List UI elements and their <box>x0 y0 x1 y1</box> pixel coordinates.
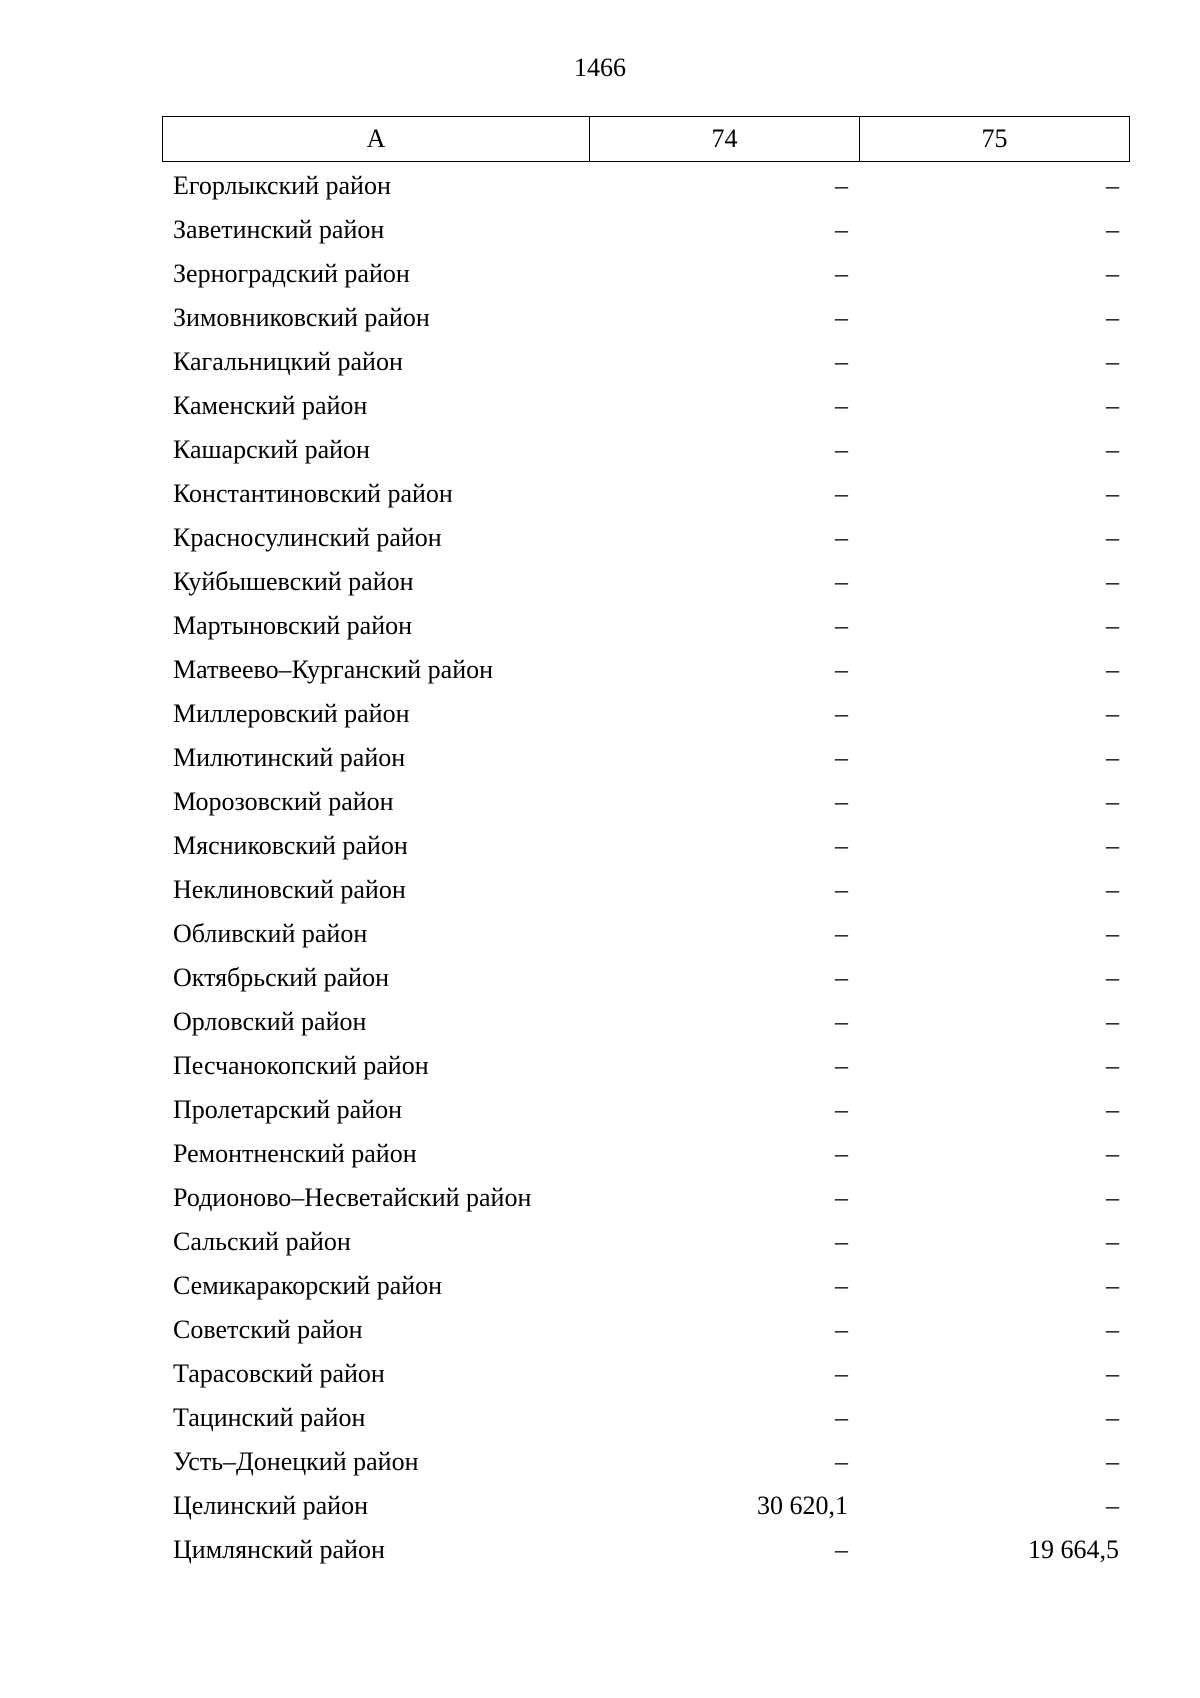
district-name: Песчанокопский район <box>173 1051 429 1080</box>
district-name: Октябрьский район <box>173 963 389 992</box>
table-row <box>162 516 1130 560</box>
table-row <box>162 912 1130 956</box>
table-row <box>162 252 1130 296</box>
value-col-75: – <box>1106 1315 1119 1344</box>
value-col-75: – <box>1106 1051 1119 1080</box>
value-col-74: – <box>835 1051 848 1080</box>
value-col-74: – <box>835 479 848 508</box>
value-col-74: – <box>835 1403 848 1432</box>
district-name: Цимлянский район <box>173 1535 385 1564</box>
table-row <box>162 208 1130 252</box>
table-row <box>162 384 1130 428</box>
district-name: Усть–Донецкий район <box>173 1447 419 1476</box>
table-row <box>162 1000 1130 1044</box>
table-row <box>162 956 1130 1000</box>
value-col-75: – <box>1106 1403 1119 1432</box>
value-col-74: – <box>835 1227 848 1256</box>
value-col-74: 30 620,1 <box>757 1491 848 1520</box>
value-col-75: – <box>1106 171 1119 200</box>
value-col-74: – <box>835 787 848 816</box>
district-name: Каменский район <box>173 391 368 420</box>
value-col-75: – <box>1106 611 1119 640</box>
value-col-75: – <box>1106 1139 1119 1168</box>
table-row <box>162 1440 1130 1484</box>
district-name: Неклиновский район <box>173 875 406 904</box>
value-col-74: – <box>835 347 848 376</box>
value-col-74: – <box>835 611 848 640</box>
table-row <box>162 736 1130 780</box>
value-col-74: – <box>835 259 848 288</box>
district-name: Орловский район <box>173 1007 367 1036</box>
district-name: Кашарский район <box>173 435 370 464</box>
table-row <box>162 1484 1130 1528</box>
district-name: Егорлыкский район <box>173 171 391 200</box>
value-col-74: – <box>835 831 848 860</box>
value-col-75: – <box>1106 215 1119 244</box>
value-col-74: – <box>835 215 848 244</box>
table-row <box>162 1396 1130 1440</box>
district-name: Милютинский район <box>173 743 406 772</box>
value-col-75: – <box>1106 831 1119 860</box>
value-col-74: – <box>835 1535 848 1564</box>
value-col-75: – <box>1106 963 1119 992</box>
value-col-74: – <box>835 699 848 728</box>
district-name: Миллеровский район <box>173 699 410 728</box>
value-col-74: – <box>835 743 848 772</box>
value-col-75: – <box>1106 919 1119 948</box>
value-col-75: – <box>1106 1095 1119 1124</box>
value-col-74: – <box>835 655 848 684</box>
table-row <box>162 1044 1130 1088</box>
header-col-74: 74 <box>590 117 860 161</box>
value-col-74: – <box>835 963 848 992</box>
district-name: Зимовниковский район <box>173 303 430 332</box>
value-col-75: – <box>1106 655 1119 684</box>
table-body <box>162 164 1130 1572</box>
district-name: Тацинский район <box>173 1403 366 1432</box>
value-col-74: – <box>835 523 848 552</box>
district-name: Кагальницкий район <box>173 347 403 376</box>
table-row <box>162 340 1130 384</box>
value-col-74: – <box>835 919 848 948</box>
value-col-74: – <box>835 1271 848 1300</box>
header-col-a: А <box>163 117 590 161</box>
district-name: Мартыновский район <box>173 611 413 640</box>
value-col-74: – <box>835 567 848 596</box>
district-name: Заветинский район <box>173 215 385 244</box>
table-row <box>162 868 1130 912</box>
table-row <box>162 296 1130 340</box>
district-name: Куйбышевский район <box>173 567 414 596</box>
value-col-74: – <box>835 1447 848 1476</box>
value-col-74: – <box>835 171 848 200</box>
district-name: Зерноградский район <box>173 259 410 288</box>
table-row <box>162 824 1130 868</box>
district-name: Константиновский район <box>173 479 453 508</box>
table-row <box>162 164 1130 208</box>
district-name: Матвеево–Курганский район <box>173 655 494 684</box>
value-col-75: – <box>1106 479 1119 508</box>
table-row <box>162 648 1130 692</box>
district-name: Морозовский район <box>173 787 394 816</box>
district-name: Ремонтненский район <box>173 1139 417 1168</box>
table-row <box>162 1132 1130 1176</box>
table-row <box>162 1352 1130 1396</box>
table-row <box>162 560 1130 604</box>
value-col-74: – <box>835 391 848 420</box>
value-col-75: 19 664,5 <box>1028 1535 1119 1564</box>
table-row <box>162 780 1130 824</box>
district-name: Советский район <box>173 1315 363 1344</box>
value-col-75: – <box>1106 1447 1119 1476</box>
table-row <box>162 1308 1130 1352</box>
page-number: 1466 <box>574 53 626 82</box>
table-row <box>162 692 1130 736</box>
value-col-75: – <box>1106 699 1119 728</box>
header-col-75: 75 <box>981 124 1008 153</box>
value-col-75: – <box>1106 875 1119 904</box>
district-name: Семикаракорский район <box>173 1271 443 1300</box>
table-row <box>162 428 1130 472</box>
table-row <box>162 1088 1130 1132</box>
value-col-75: – <box>1106 347 1119 376</box>
value-col-75: – <box>1106 391 1119 420</box>
table-row <box>162 1528 1130 1572</box>
value-col-75: – <box>1106 435 1119 464</box>
district-name: Пролетарский район <box>173 1095 403 1124</box>
value-col-75: – <box>1106 1007 1119 1036</box>
table-row <box>162 1264 1130 1308</box>
district-name: Тарасовский район <box>173 1359 385 1388</box>
value-col-75: – <box>1106 303 1119 332</box>
value-col-75: – <box>1106 567 1119 596</box>
value-col-75: – <box>1106 787 1119 816</box>
value-col-75: – <box>1106 1491 1119 1520</box>
value-col-74: – <box>835 1315 848 1344</box>
value-col-74: – <box>835 1139 848 1168</box>
district-name: Родионово–Несветайский район <box>173 1183 532 1212</box>
value-col-75: – <box>1106 259 1119 288</box>
district-name: Красносулинский район <box>173 523 442 552</box>
district-name: Сальский район <box>173 1227 351 1256</box>
table-row <box>162 472 1130 516</box>
value-col-74: – <box>835 1183 848 1212</box>
table-header <box>162 116 1130 162</box>
district-name: Целинский район <box>173 1491 368 1520</box>
district-name: Обливский район <box>173 919 368 948</box>
value-col-74: – <box>835 1007 848 1036</box>
value-col-75: – <box>1106 1183 1119 1212</box>
district-name: Мясниковский район <box>173 831 408 860</box>
table-row <box>162 1220 1130 1264</box>
table-row <box>162 1176 1130 1220</box>
value-col-74: – <box>835 875 848 904</box>
value-col-74: – <box>835 1359 848 1388</box>
value-col-75: – <box>1106 1359 1119 1388</box>
value-col-74: – <box>835 303 848 332</box>
value-col-75: – <box>1106 1227 1119 1256</box>
value-col-74: – <box>835 1095 848 1124</box>
value-col-75: – <box>1106 743 1119 772</box>
value-col-75: – <box>1106 523 1119 552</box>
value-col-75: – <box>1106 1271 1119 1300</box>
value-col-74: – <box>835 435 848 464</box>
table-row <box>162 604 1130 648</box>
